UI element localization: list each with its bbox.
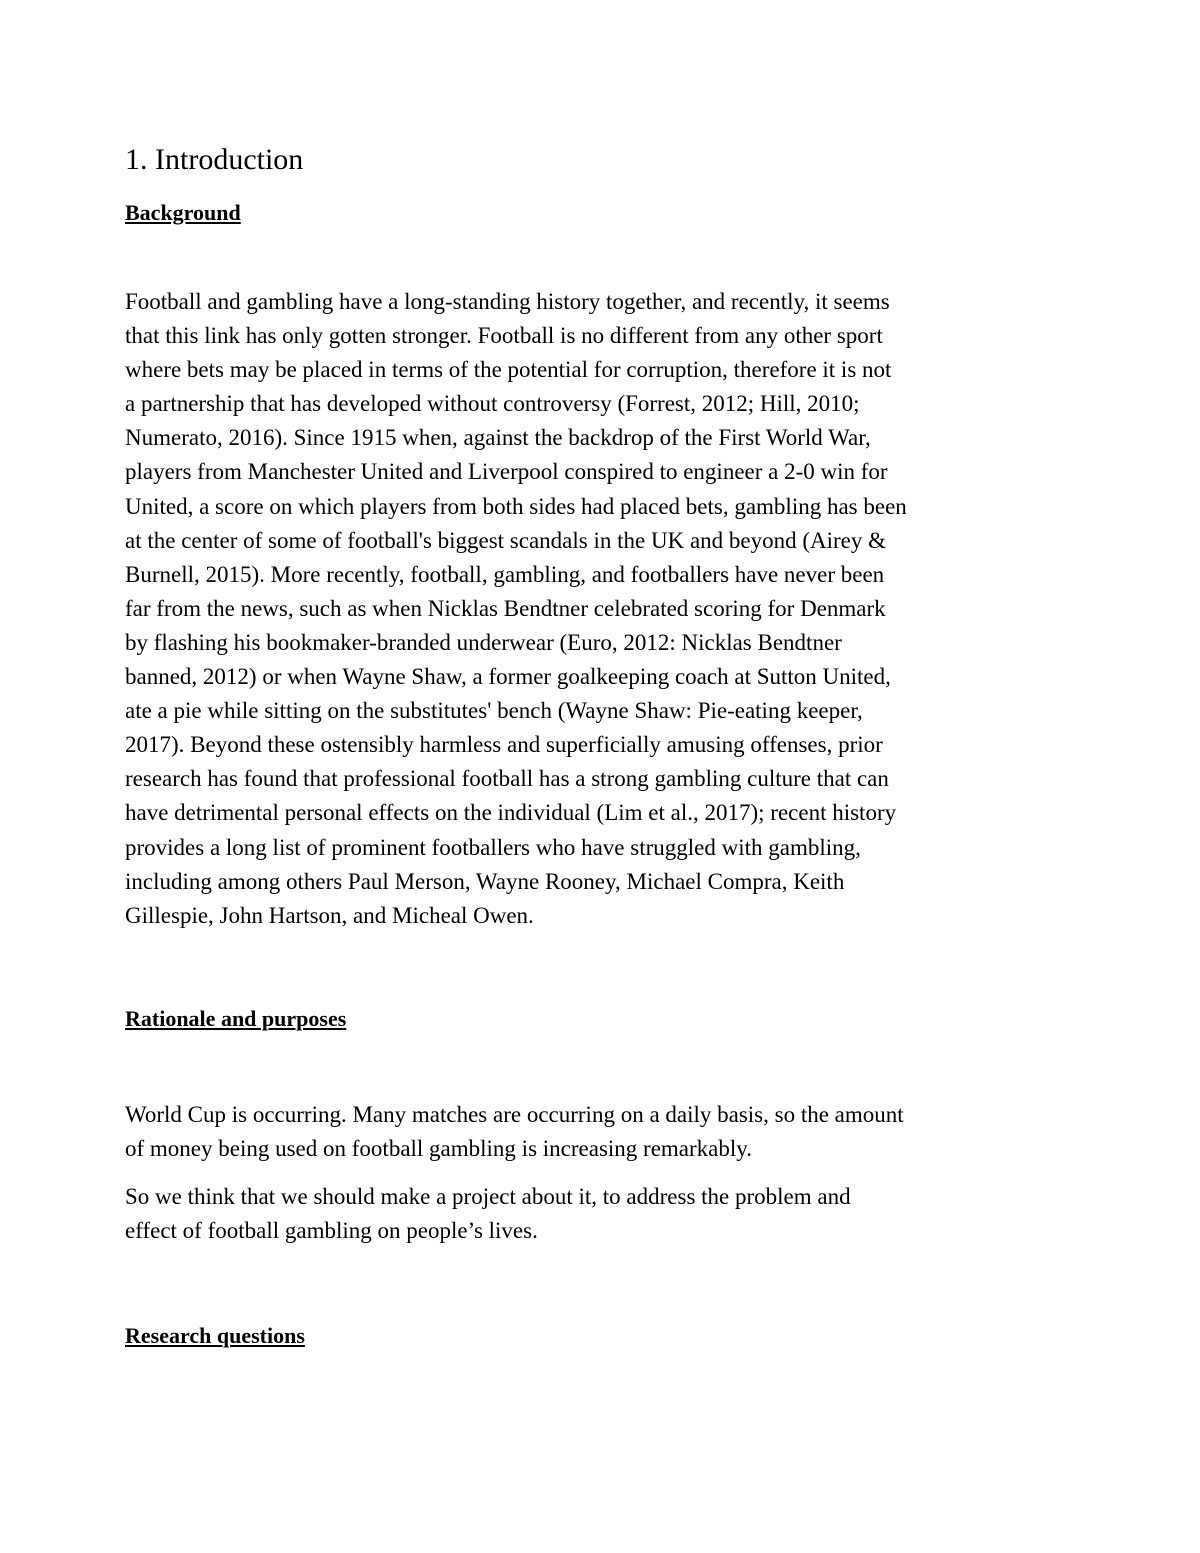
paragraph-line: players from Manchester United and Liverpool conspired to engineer a 2-0 win for — [125, 459, 888, 485]
section-heading-background: Background — [125, 200, 241, 225]
paragraph-line: Burnell, 2015). More recently, football, gambling, and footballers have never been — [125, 561, 885, 587]
paragraph-line: ate a pie while sitting on the substitutes' bench (Wayne Shaw: Pie-eating keeper, — [125, 698, 863, 724]
section-heading-rationale: Rationale and purposes — [125, 1006, 347, 1031]
paragraph-line: research has found that professional football has a strong gambling culture that can — [125, 766, 889, 792]
section-heading-research-questions: Research questions — [125, 1323, 305, 1348]
rationale-paragraph-1 — [125, 1098, 1070, 1166]
paragraph-line: 2017). Beyond these ostensibly harmless and superficially amusing offenses, prior — [125, 732, 883, 758]
paragraph-line: of money being used on football gambling is increasing remarkably. — [125, 1136, 753, 1162]
paragraph-line: that this link has only gotten stronger. Football is no different from any other sport — [125, 323, 883, 349]
paragraph-line: a partnership that has developed without controversy (Forrest, 2012; Hill, 2010; — [125, 391, 860, 417]
paragraph-line: have detrimental personal effects on the individual (Lim et al., 2017); recent history — [125, 800, 897, 826]
paragraph-line: United, a score on which players from both sides had placed bets, gambling has been — [125, 493, 907, 519]
paragraph-line: at the center of some of football's biggest scandals in the UK and beyond (Airey & — [125, 527, 887, 553]
paragraph-line: Numerato, 2016). Since 1915 when, against the backdrop of the First World War, — [125, 425, 871, 451]
paragraph-line: provides a long list of prominent footballers who have struggled with gambling, — [125, 834, 861, 860]
paragraph-line: where bets may be placed in terms of the potential for corruption, therefore it is not — [125, 357, 892, 383]
background-paragraph — [125, 285, 1070, 933]
paragraph-line: far from the news, such as when Nicklas Bendtner celebrated scoring for Denmark — [125, 595, 886, 621]
page-title: 1. Introduction — [125, 143, 304, 176]
paragraph-line: World Cup is occurring. Many matches are occurring on a daily basis, so the amount — [125, 1102, 904, 1127]
paragraph-line: Gillespie, John Hartson, and Micheal Owen. — [125, 902, 534, 928]
paragraph-line: banned, 2012) or when Wayne Shaw, a former goalkeeping coach at Sutton United, — [125, 664, 891, 690]
paragraph-line: Football and gambling have a long-standing history together, and recently, it seems — [125, 289, 890, 314]
paragraph-line: effect of football gambling on people’s lives. — [125, 1218, 538, 1244]
rationale-paragraph-2 — [125, 1180, 1070, 1248]
paragraph-line: by flashing his bookmaker-branded underwear (Euro, 2012: Nicklas Bendtner — [125, 629, 842, 655]
paragraph-line: including among others Paul Merson, Wayne Rooney, Michael Compra, Keith — [125, 868, 845, 894]
paragraph-line: So we think that we should make a project about it, to address the problem and — [125, 1184, 851, 1209]
